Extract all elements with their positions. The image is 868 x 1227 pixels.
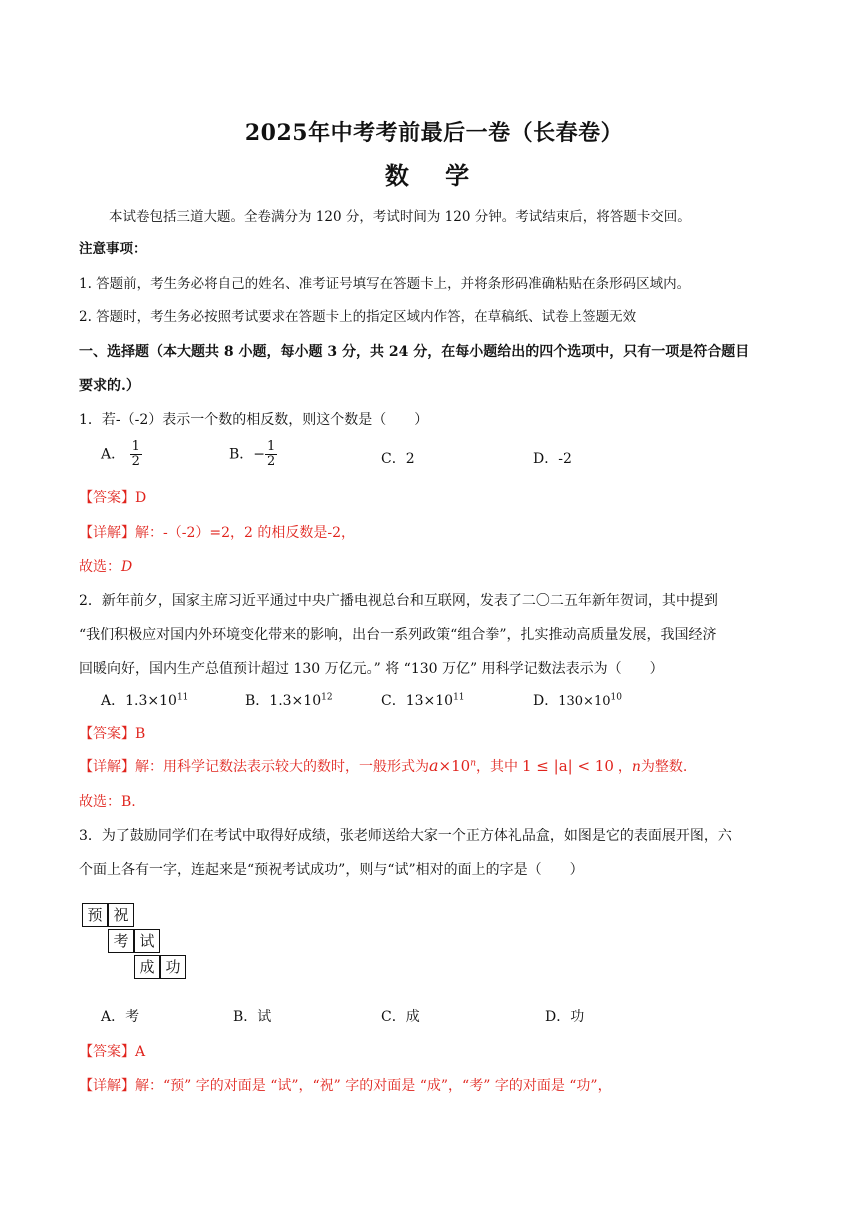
q2-option-c-label: C． bbox=[381, 693, 406, 709]
q2-option-a bbox=[101, 690, 188, 710]
q2-detail-n: n bbox=[631, 759, 641, 775]
q1-option-d: D．-2 bbox=[533, 451, 572, 467]
q1-option-b-numerator: 1 bbox=[267, 439, 276, 454]
q1-answer: 【答案】D bbox=[79, 490, 147, 506]
q2-option-d-label: D． bbox=[533, 693, 559, 709]
q2-formula-times: ×10 bbox=[438, 757, 471, 775]
q2-option-a-label: A． bbox=[101, 693, 126, 709]
q3-option-a: A．考 bbox=[101, 1009, 140, 1025]
net-face-6: 功 bbox=[160, 955, 186, 979]
q1-option-b-label: B． bbox=[229, 446, 254, 463]
section-1-heading-cont: 要求的.） bbox=[79, 378, 140, 394]
q2-stem-line-3: 回暖向好，国内生产总值预计超过 130 万亿元。” 将 “130 万亿” 用科学记数法表示为（ ） bbox=[79, 661, 664, 677]
q2-option-d-base: 130×10 bbox=[558, 694, 611, 709]
q2-option-a-exponent: 11 bbox=[176, 692, 189, 703]
q1-option-c: C．2 bbox=[381, 451, 415, 467]
q2-detail-part-1: 解：用科学记数法表示较大的数时，一般形式为 bbox=[135, 759, 429, 775]
q3-stem-line-1: 3．为了鼓励同学们在考试中取得好成绩，张老师送给大家一个正方体礼品盒，如图是它的表面展开图，六 bbox=[79, 828, 732, 844]
note-2: 2. 答题时，考生务必按照考试要求在答题卡上的指定区域内作答，在草稿纸、试卷上签题无效 bbox=[79, 309, 637, 325]
net-face-5: 成 bbox=[134, 955, 160, 979]
q1-detail bbox=[79, 522, 355, 542]
q3-answer: 【答案】A bbox=[79, 1044, 146, 1060]
net-face-2: 祝 bbox=[108, 903, 134, 927]
q1-option-a-label: A． bbox=[101, 446, 126, 463]
q2-option-b-base: 1.3×10 bbox=[269, 693, 322, 709]
q2-option-d-exponent: 10 bbox=[610, 692, 622, 703]
q1-detail-text: 解：-（-2）=2，2 的相反数是-2， bbox=[135, 525, 356, 541]
q2-detail-part-3: ， bbox=[617, 759, 632, 775]
q2-option-c bbox=[381, 690, 465, 710]
q2-option-c-exponent: 11 bbox=[453, 692, 465, 703]
q2-detail-part-2: ，其中 bbox=[476, 759, 518, 775]
net-face-4: 试 bbox=[134, 929, 160, 953]
q2-conclusion: 故选：B. bbox=[79, 794, 136, 810]
q3-option-d: D．功 bbox=[545, 1009, 585, 1025]
subject-title: 数 学 bbox=[384, 161, 484, 190]
q2-formula-a: a bbox=[429, 756, 439, 775]
q3-stem-line-2: 个面上各有一字，连起来是“预祝考试成功”，则与“试”相对的面上的字是（ ） bbox=[79, 862, 584, 878]
q2-option-c-base: 13×10 bbox=[405, 693, 454, 709]
q3-detail-tag: 【详解】 bbox=[79, 1078, 135, 1094]
q1-conclusion bbox=[79, 556, 132, 576]
notes-heading: 注意事项： bbox=[79, 241, 147, 257]
q1-option-b bbox=[229, 440, 277, 469]
q1-stem: 1．若-（-2）表示一个数的相反数，则这个数是（ ） bbox=[79, 412, 429, 428]
q2-detail-tag: 【详解】 bbox=[79, 759, 135, 775]
q2-detail bbox=[79, 756, 687, 776]
q2-range: 1 ≤ |a| < 10 bbox=[522, 757, 614, 775]
q3-option-b: B．试 bbox=[233, 1009, 272, 1025]
q1-option-b-sign: − bbox=[253, 446, 266, 463]
q1-option-b-denominator: 2 bbox=[267, 454, 276, 469]
q2-answer: 【答案】B bbox=[79, 726, 146, 742]
q3-detail-text: 解：“预” 字的对面是 “试”，“祝” 字的对面是 “成”，“考” 字的对面是 “功”， bbox=[135, 1078, 612, 1094]
net-face-1: 预 bbox=[82, 903, 108, 927]
exam-intro: 本试卷包括三道大题。全卷满分为 120 分，考试时间为 120 分钟。考试结束后，将答题卡交回。 bbox=[109, 209, 691, 225]
q1-conclusion-value: D bbox=[121, 559, 133, 575]
q1-detail-tag: 【详解】 bbox=[79, 525, 135, 541]
q1-option-a bbox=[101, 440, 142, 469]
q2-stem-line-1: 2．新年前夕，国家主席习近平通过中央广播电视总台和互联网，发表了二〇二五年新年贺词，其中提到 bbox=[79, 593, 718, 609]
net-face-3: 考 bbox=[108, 929, 134, 953]
q2-option-d bbox=[533, 690, 622, 710]
section-1-heading: 一、选择题（本大题共 8 小题，每小题 3 分，共 24 分，在每小题给出的四个选项中，只有一项是符合题目 bbox=[79, 344, 750, 360]
q2-option-b bbox=[245, 690, 333, 710]
q2-formula-n: n bbox=[470, 758, 476, 769]
q2-detail-part-4: 为整数. bbox=[640, 759, 688, 775]
q1-option-a-fraction bbox=[130, 440, 142, 469]
q2-option-b-exponent: 12 bbox=[321, 692, 333, 703]
q3-option-c: C．成 bbox=[381, 1009, 420, 1025]
q1-option-a-numerator: 1 bbox=[131, 439, 140, 454]
q2-stem-line-2: “我们积极应对国内外环境变化带来的影响，出台一系列政策“组合拳”，扎实推动高质量发展，我国经济 bbox=[79, 627, 717, 643]
exam-title: 2025年中考考前最后一卷（长春卷） bbox=[244, 120, 624, 146]
note-1: 1. 答题前，考生务必将自己的姓名、准考证号填写在答题卡上，并将条形码准确粘贴在条形码区域内。 bbox=[79, 276, 691, 292]
q3-detail bbox=[79, 1075, 612, 1095]
q1-option-a-denominator: 2 bbox=[131, 454, 140, 469]
q1-option-b-fraction bbox=[265, 440, 277, 469]
q2-option-a-base: 1.3×10 bbox=[125, 693, 177, 709]
q2-option-b-label: B． bbox=[245, 693, 270, 709]
q1-conclusion-prefix: 故选： bbox=[79, 559, 121, 575]
